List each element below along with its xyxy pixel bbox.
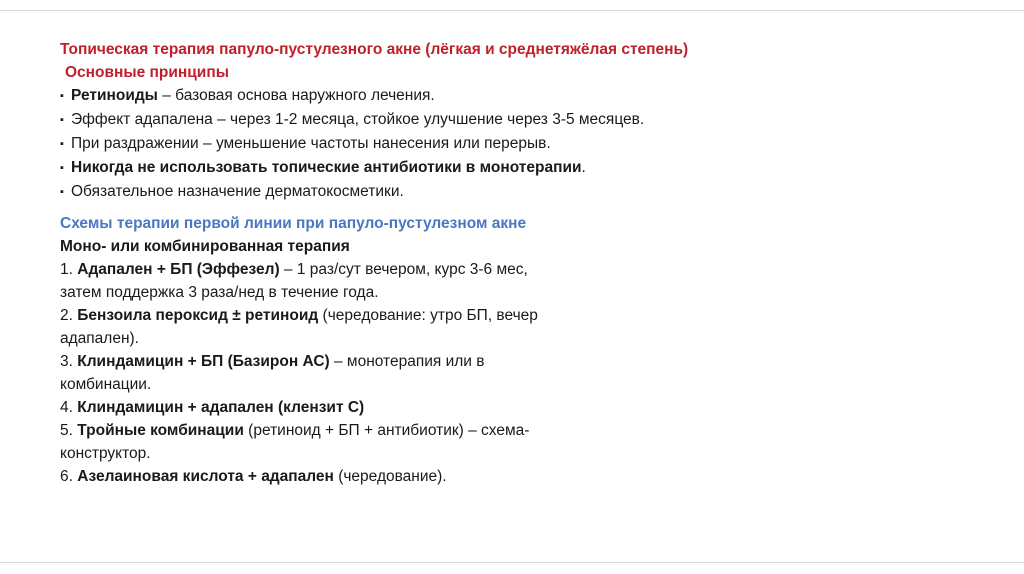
principles-list: [60, 84, 780, 204]
scheme-number: 3.: [60, 353, 73, 370]
bullet-icon: ▪: [60, 138, 64, 150]
scheme-item-continuation: комбинации.: [60, 376, 152, 393]
scheme-number: 6.: [60, 468, 73, 485]
section-gap: [60, 204, 780, 212]
principle-item: ▪ Эффект адапалена – через 1-2 месяца, стойкое улучшение через 3-5 месяцев.: [60, 108, 780, 132]
slide-content: [60, 38, 780, 488]
scheme-item-continuation: затем поддержка 3 раза/нед в течение года.: [60, 284, 379, 301]
principle-item: ▪ Обязательное назначение дерматокосметики.: [60, 180, 780, 204]
scheme-item: 3. Клиндамицин + БП (Базирон АС) – монотерапия или в: [60, 353, 485, 370]
scheme-number: 2.: [60, 307, 73, 324]
scheme-item: 5. Тройные комбинации (ретиноид + БП + антибиотик) – схема-: [60, 422, 530, 439]
schemes-title: Схемы терапии первой линии при папуло-пустулезном акне: [60, 215, 527, 232]
top-divider: [0, 10, 1024, 11]
bullet-icon: ▪: [60, 114, 64, 126]
bullet-icon: ▪: [60, 186, 64, 198]
scheme-number: 1.: [60, 261, 73, 278]
principle-item: ▪ При раздражении – уменьшение частоты нанесения или перерыв.: [60, 132, 780, 156]
schemes-subtitle: Моно- или комбинированная терапия: [60, 238, 350, 255]
bullet-icon: ▪: [60, 90, 64, 102]
scheme-item-continuation: конструктор.: [60, 445, 151, 462]
slide-subtitle: Основные принципы: [65, 64, 229, 81]
scheme-number: 4.: [60, 399, 73, 416]
scheme-item: 4. Клиндамицин + адапален (клензит С): [60, 399, 365, 416]
principle-item: ▪ Ретиноиды – базовая основа наружного лечения.: [60, 84, 780, 108]
scheme-number: 5.: [60, 422, 73, 439]
scheme-item: 1. Адапален + БП (Эффезел) – 1 раз/сут вечером, курс 3-6 мес,: [60, 261, 528, 278]
schemes-list: [60, 258, 780, 488]
scheme-item: 2. Бензоила пероксид ± ретиноид (чередование: утро БП, вечер: [60, 307, 538, 324]
principle-item: ▪ Никогда не использовать топические антибиотики в монотерапии.: [60, 156, 780, 180]
slide-title: Топическая терапия папуло-пустулезного акне (лёгкая и среднетяжёлая степень): [60, 41, 689, 58]
scheme-item: 6. Азелаиновая кислота + адапален (чередование).: [60, 468, 447, 485]
scheme-item-continuation: адапален).: [60, 330, 139, 347]
bottom-divider: [0, 562, 1024, 563]
bullet-icon: ▪: [60, 162, 64, 174]
